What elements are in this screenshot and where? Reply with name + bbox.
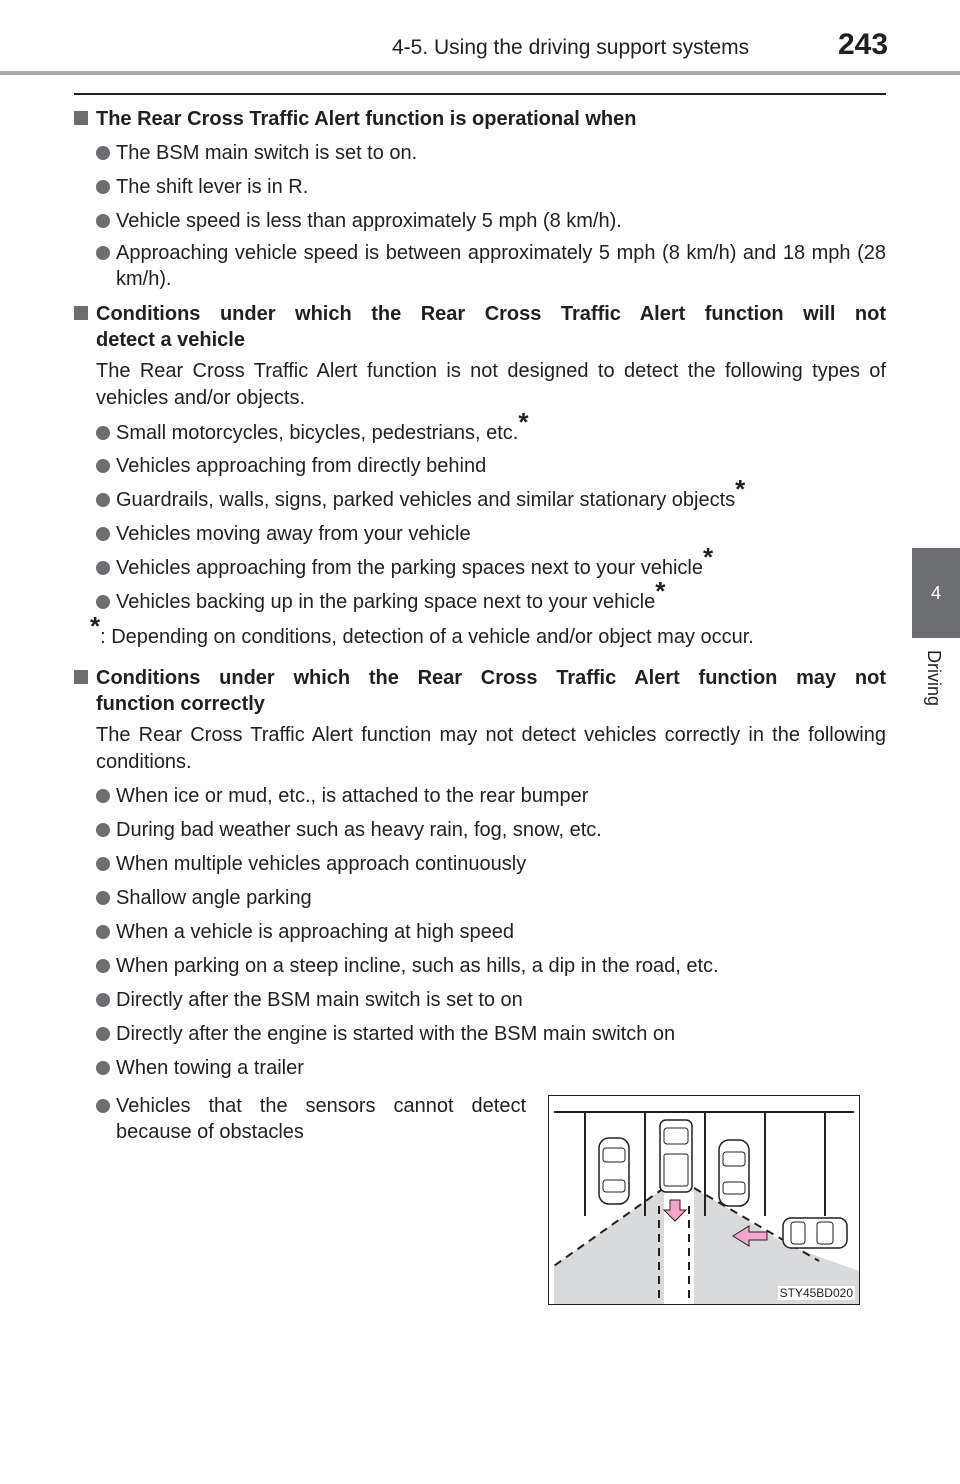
chapter-label [920,650,950,770]
list-item: Vehicles approaching from the parking spaces next to your vehicle* [96,555,886,581]
list-item: The shift lever is in R. [96,174,886,200]
chapter-tab: 4 [912,548,960,638]
list-item: Vehicles that the sensors cannot detect because of obstacles [96,1093,526,1145]
header-rule [0,71,960,75]
figure-code: STY45BD020 [779,1286,853,1300]
list-item: Approaching vehicle speed is between approximately 5 mph (8 km/h) and 18 mph (28 km/h). [96,240,886,292]
bullet-icon [96,561,110,575]
section2-intro: The Rear Cross Traffic Alert function is not designed to detect the following types of vehicles and/or objects. [96,360,886,409]
list-item: When multiple vehicles approach continuously [96,851,886,877]
list-item: Shallow angle parking [96,885,886,911]
bullet-icon [96,789,110,803]
section3-intro: The Rear Cross Traffic Alert function may not detect vehicles correctly in the following conditions. [96,724,886,773]
list-item: When parking on a steep incline, such as hills, a dip in the road, etc. [96,953,886,979]
section-square-icon [74,111,88,125]
list-item: When ice or mud, etc., is attached to the rear bumper [96,783,886,809]
bullet-icon [96,146,110,160]
section1-heading: The Rear Cross Traffic Alert function is operational when [74,106,886,132]
bullet-icon [96,459,110,473]
list-item: Guardrails, walls, signs, parked vehicles and similar stationary objects* [96,487,886,513]
list-item: The BSM main switch is set to on. [96,140,886,166]
bullet-icon [96,180,110,194]
bullet-icon [96,246,110,260]
list-item: Small motorcycles, bicycles, pedestrians, etc.* [96,420,886,446]
list-item: Directly after the engine is started with the BSM main switch on [96,1021,886,1047]
parking-diagram [549,1096,859,1304]
section3-heading: Conditions under which the Rear Cross Traffic Alert function may not [74,665,886,691]
approaching-car-icon [783,1218,847,1248]
bullet-icon [96,959,110,973]
bullet-icon [96,1099,110,1113]
parked-car-right-icon [719,1140,749,1206]
bullet-icon [96,595,110,609]
section3-heading-cont: function correctly [96,693,265,715]
list-item: During bad weather such as heavy rain, fog, snow, etc. [96,817,886,843]
bullet-icon [96,426,110,440]
list-item: Directly after the BSM main switch is set to on [96,987,886,1013]
section2-heading-cont: detect a vehicle [96,329,245,351]
bullet-icon [96,823,110,837]
list-item: Vehicles moving away from your vehicle [96,521,886,547]
bullet-icon [96,1027,110,1041]
section2-heading: Conditions under which the Rear Cross Traffic Alert function will not [74,301,886,327]
list-item: Vehicles approaching from directly behind [96,453,886,479]
own-vehicle-icon [660,1120,692,1192]
list-item: When a vehicle is approaching at high speed [96,919,886,945]
page-number: 243 [838,28,889,61]
rear-cross-traffic-illustration [548,1095,860,1305]
section-square-icon [74,306,88,320]
detection-zone-left [554,1188,664,1304]
bullet-icon [96,527,110,541]
bullet-icon [96,857,110,871]
bullet-icon [96,1061,110,1075]
footnote: *: Depending on conditions, detection of a vehicle and/or object may occur. [90,611,754,648]
list-item: Vehicles backing up in the parking space next to your vehicle* [96,589,886,615]
reverse-arrow-icon [664,1200,686,1221]
section-square-icon [74,670,88,684]
bullet-icon [96,925,110,939]
list-item: Vehicle speed is less than approximately 5 mph (8 km/h). [96,208,886,234]
bullet-icon [96,214,110,228]
chapter-label-text: Driving [924,650,944,707]
bullet-icon [96,493,110,507]
parked-car-left-icon [599,1138,629,1204]
header-title: 4-5. Using the driving support systems [392,36,750,59]
bullet-icon [96,891,110,905]
bullet-icon [96,993,110,1007]
section-rule [74,93,886,95]
list-item: When towing a trailer [96,1055,886,1081]
